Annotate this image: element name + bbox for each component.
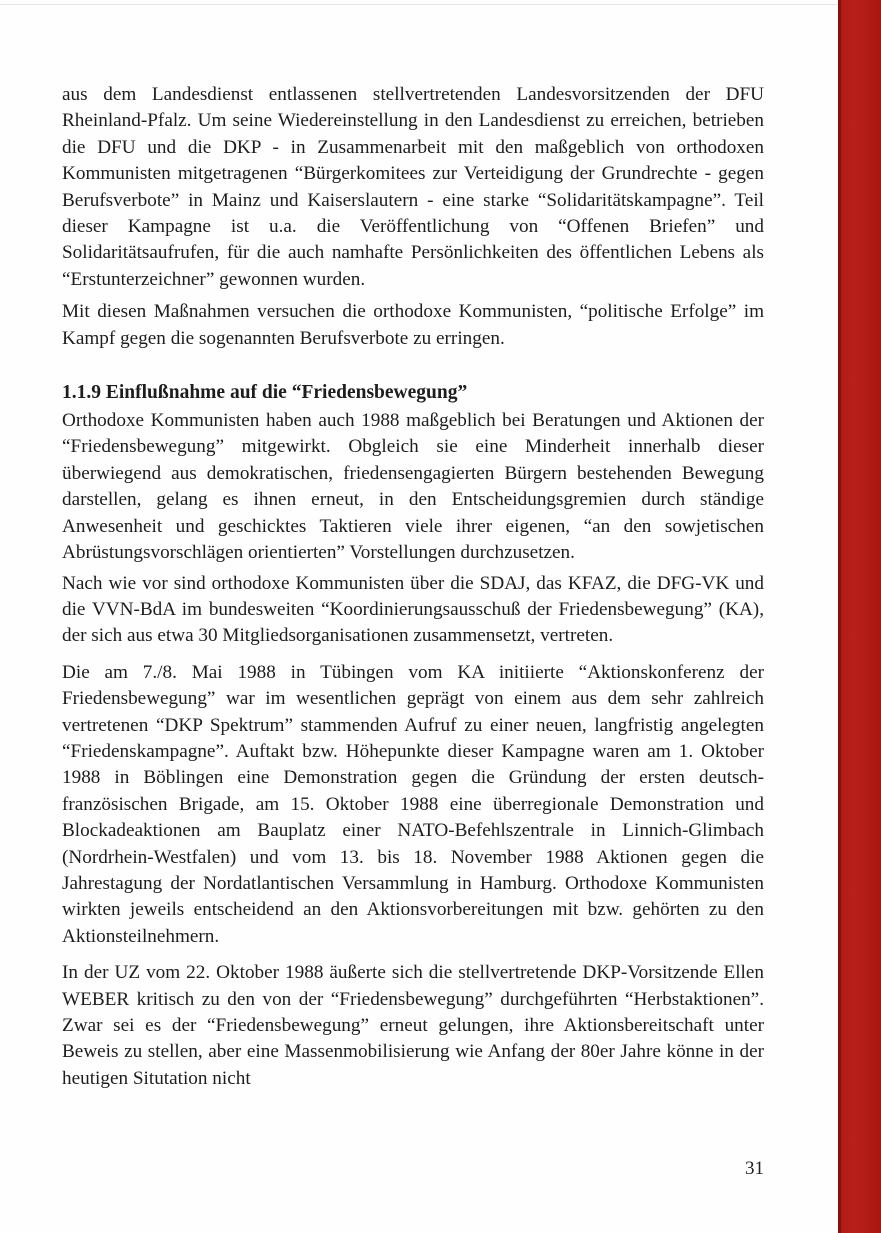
- page-top-edge: [0, 4, 838, 5]
- body-text: [62, 82, 764, 1092]
- page-number: 31: [745, 1158, 764, 1179]
- paragraph-4: Nach wie vor sind orthodoxe Kommunisten über die SDAJ, das KFAZ, die DFG-VK und die VVN-BdA im bundesweiten “Koordinierungsausschuß der Friedensbewegung” (KA), der sich aus etwa 30 Mitgliedsorganisationen zusammensetzt, vertreten.: [62, 572, 764, 647]
- paragraph-1: aus dem Landesdienst entlassenen stellvertretenden Landesvorsitzenden der DFU Rheinland-Pfalz. Um seine Wiedereinstellung in den Landesdienst zu erreichen, betrieben die DFU und die DKP - in Zusammenarbeit mit den maßgeblich von orthodoxen Kommunisten mitgetragenen “Bürgerkomitees zur Verteidigung der Grundrechte - gegen Berufsverbote” in Mainz und Kaiserslautern - eine starke “Solidaritätskampagne”. Teil dieser Kampagne ist u.a. die Veröffentlichung von “Offenen Briefen” und Solidaritätsaufrufen, für die auch namhafte Persönlichkeiten des öffentlichen Lebens als “Erstunterzeichner” gewonnen wurden.: [62, 84, 764, 290]
- paragraph-2: Mit diesen Maßnahmen versuchen die orthodoxe Kommunisten, “politische Erfolge” im Kampf gegen die sogenannten Berufsverbote zu erringen.: [62, 301, 764, 349]
- paragraph-3: Orthodoxe Kommunisten haben auch 1988 maßgeblich bei Beratungen und Aktionen der “Friedensbewegung” mitgewirkt. Obgleich sie eine Minderheit innerhalb dieser überwiegend aus demokratischen, friedensengagierten Bürgern bestehenden Bewegung darstellen, gelang es ihnen erneut, in den Entscheidungsgremien durch ständige Anwesenheit und geschicktes Taktieren viele ihrer eigenen, “an den sowjetischen Abrüstungsvorschlägen orientierten” Vorstellungen durchzusetzen.: [62, 410, 764, 564]
- paragraph-6: In der UZ vom 22. Oktober 1988 äußerte sich die stellvertretende DKP-Vorsitzende Ellen WEBER kritisch zu den von der “Friedensbewegung” durchgeführten “Herbstaktionen”. Zwar sei es der “Friedensbewegung” erneut gelungen, ihre Aktionsbereitschaft unter Beweis zu stellen, aber eine Massenmobilisierung wie Anfang der 80er Jahre könne in der heutigen Situtation nicht: [62, 962, 764, 1089]
- paragraph-5: Die am 7./8. Mai 1988 in Tübingen vom KA initiierte “Aktionskonferenz der Friedensbewegung” war im wesentlichen geprägt von einem aus dem sehr zahlreich vertretenen “DKP Spektrum” stammenden Aufruf zu einer neuen, langfristig angelegten “Friedenskampagne”. Auftakt bzw. Höhepunkte dieser Kampagne waren am 1. Oktober 1988 in Böblingen eine Demonstration gegen die Gründung der ersten deutsch-französischen Brigade, am 15. Oktober 1988 eine überregionale Demonstration und Blockadeaktionen am Bauplatz einer NATO-Befehlszentrale in Linnich-Glimbach (Nordrhein-Westfalen) und vom 13. bis 18. November 1988 Aktionen gegen die Jahrestagung der Nordatlantischen Versammlung in Hamburg. Orthodoxe Kommunisten wirkten jeweils entscheidend an den Aktionsvorbereitungen mit bzw. gehörten zu den Aktionsteilnehmern.: [62, 661, 764, 947]
- section-heading: 1.1.9 Einflußnahme auf die “Friedensbewegung”: [62, 382, 468, 404]
- red-binding-edge: [838, 0, 881, 1233]
- red-binding-edge-shadow: [838, 0, 841, 1233]
